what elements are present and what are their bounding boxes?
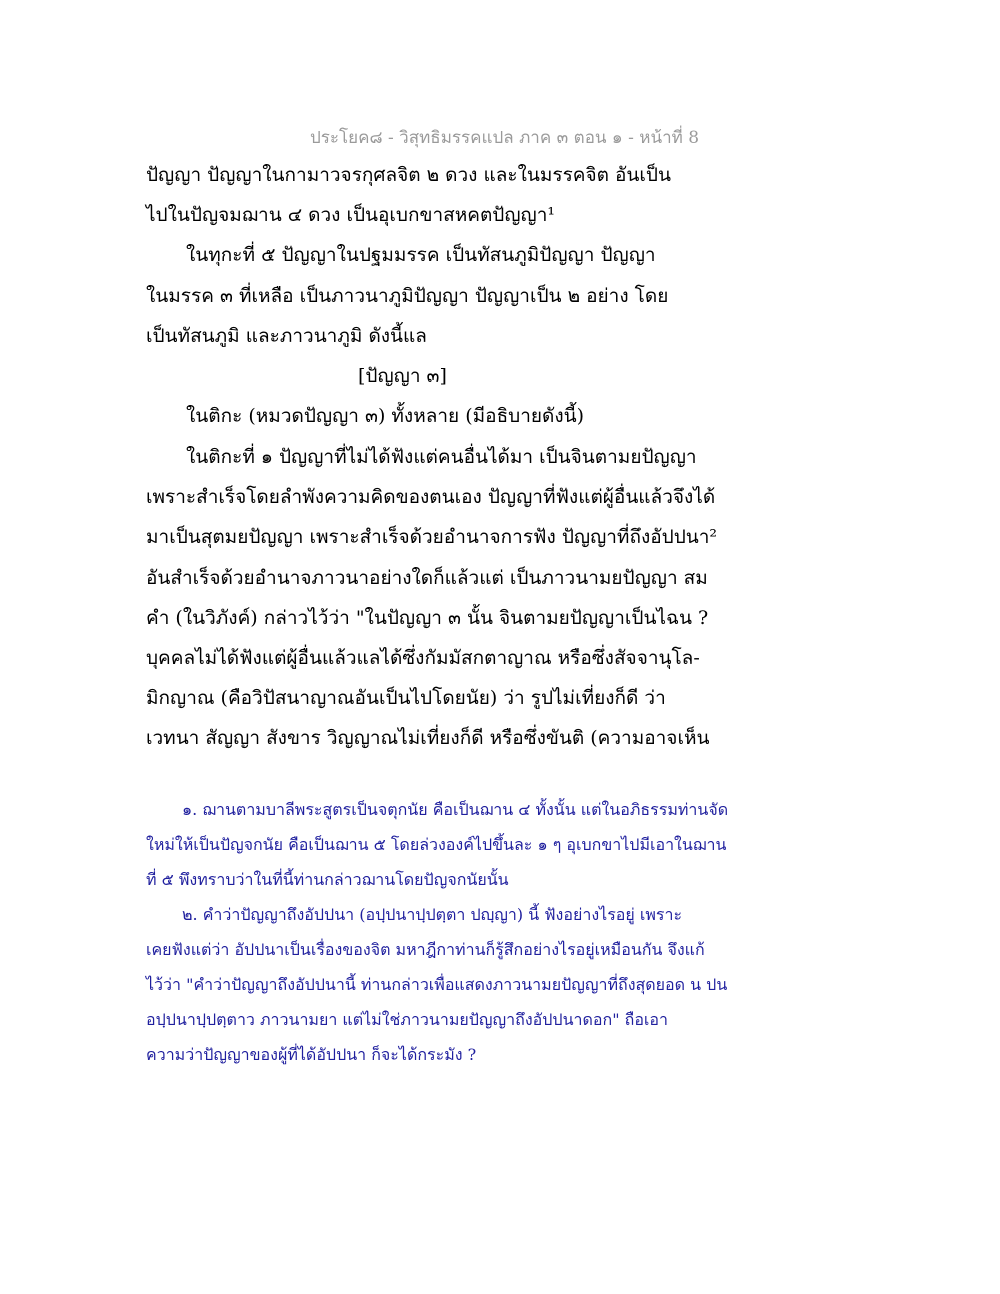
footnote-line: ที่ ๕ พึงทราบว่าในที่นี้ท่านกล่าวฌานโดยปัญจกนัยนั้น	[146, 870, 509, 889]
body-line: มิกญาณ (คือวิปัสนาญาณอันเป็นไปโดยนัย) ว่า รูปไม่เที่ยงก็ดี ว่า	[146, 687, 666, 709]
body-line: บุคคลไม่ได้ฟังแต่ผู้อื่นแล้วแลได้ซึ่งกัมมัสกตาญาณ หรือซึ่งสัจจานุโล-	[146, 647, 700, 669]
body-line: ไปในปัญจมฌาน ๔ ดวง เป็นอุเบกขาสหคตปัญญา¹	[146, 204, 556, 226]
footnote-line: ใหม่ให้เป็นปัญจกนัย คือเป็นฌาน ๕ โดยล่วงองค์ไปขึ้นละ ๑ ๆ อุเบกขาไปมีเอาในฌาน	[146, 835, 727, 854]
body-line: มาเป็นสุตมยปัญญา เพราะสำเร็จด้วยอำนาจการฟัง ปัญญาที่ถึงอัปปนา²	[146, 526, 718, 548]
body-line: อันสำเร็จด้วยอำนาจภาวนาอย่างใดก็แล้วแต่ เป็นภาวนามยปัญญา สม	[146, 567, 708, 589]
section-heading: [ปัญญา ๓]	[358, 365, 447, 387]
body-line: เวทนา สัญญา สังขาร วิญญาณไม่เที่ยงก็ดี หรือซึ่งขันติ (ความอาจเห็น	[146, 727, 710, 749]
footnote-line: ๒. คำว่าปัญญาถึงอัปปนา (อปฺปนาปฺปตฺตา ปญฺญา) นี้ ฟังอย่างไรอยู่ เพราะ	[182, 905, 683, 924]
footnote-line: อปฺปนาปฺปตฺตาว ภาวนามยา แต่ไม่ใช่ภาวนามยปัญญาถึงอัปปนาดอก" ถือเอา	[146, 1010, 668, 1029]
body-line: ในติกะที่ ๑ ปัญญาที่ไม่ได้ฟังแต่คนอื่นได้มา เป็นจินตามยปัญญา	[186, 446, 697, 468]
body-line: ปัญญา ปัญญาในกามาวจรกุศลจิต ๒ ดวง และในมรรคจิต อันเป็น	[146, 164, 671, 186]
footnote-line: ๑. ฌานตามบาลีพระสูตรเป็นจตุกนัย คือเป็นฌาน ๔ ทั้งนั้น แต่ในอภิธรรมท่านจัด	[182, 800, 729, 819]
body-line: เพราะสำเร็จโดยลำพังความคิดของตนเอง ปัญญาที่ฟังแต่ผู้อื่นแล้วจึงได้	[146, 486, 716, 508]
body-line: คำ (ในวิภังค์) กล่าวไว้ว่า "ในปัญญา ๓ นั้น จินตามยปัญญาเป็นไฉน ?	[146, 607, 709, 629]
body-line: เป็นทัสนภูมิ และภาวนาภูมิ ดังนี้แล	[146, 325, 427, 347]
body-line: ในมรรค ๓ ที่เหลือ เป็นภาวนาภูมิปัญญา ปัญญาเป็น ๒ อย่าง โดย	[146, 285, 669, 307]
footnote-line: เคยฟังแต่ว่า อัปปนาเป็นเรื่องของจิต มหาฎีกาท่านก็รู้สึกอย่างไรอยู่เหมือนกัน จึงแก้	[146, 940, 705, 959]
body-line: ในติกะ (หมวดปัญญา ๓) ทั้งหลาย (มีอธิบายดังนี้)	[186, 405, 585, 427]
footnote-line: ความว่าปัญญาของผู้ที่ได้อัปปนา ก็จะได้กระมัง ?	[146, 1045, 477, 1064]
body-line: ในทุกะที่ ๕ ปัญญาในปฐมมรรค เป็นทัสนภูมิปัญญา ปัญญา	[186, 244, 656, 266]
page-header: ประโยค๘ - วิสุทธิมรรคแปล ภาค ๓ ตอน ๑ - หน้าที่ 8	[310, 128, 700, 148]
footnote-line: ไว้ว่า "คำว่าปัญญาถึงอัปปนานี้ ท่านกล่าวเพื่อแสดงภาวนามยปัญญาที่ถึงสุดยอด น ปน	[146, 975, 728, 994]
